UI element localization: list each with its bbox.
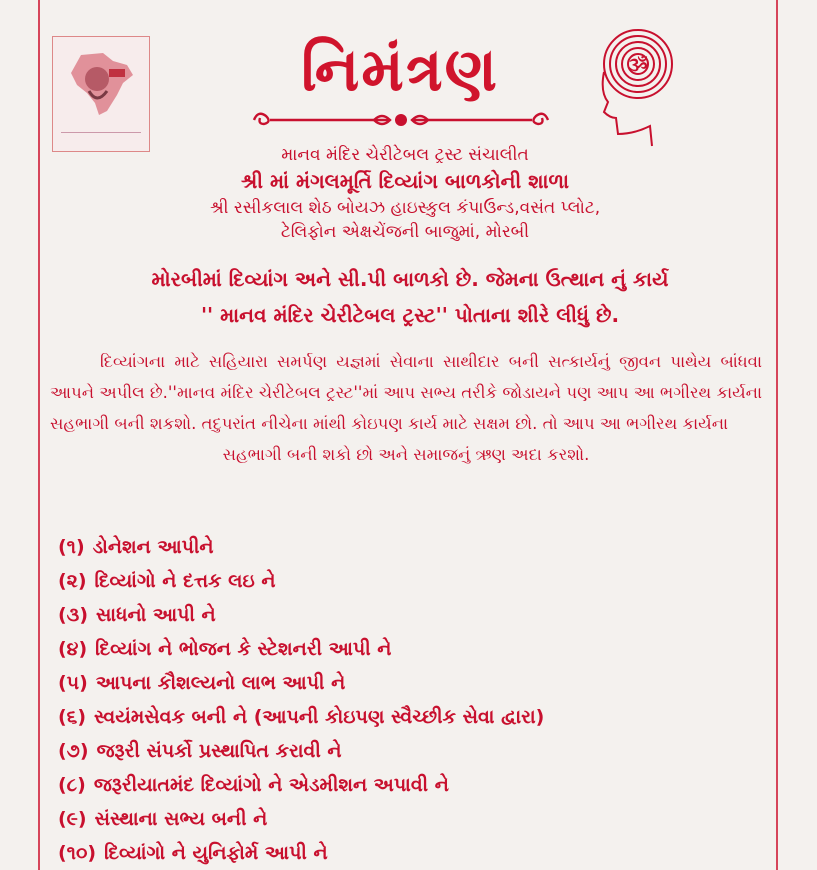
list-item-text: સ્વયંમસેવક બની ને (આપની કોઇપણ સ્વૈચ્છીક સેવા દ્વારા) bbox=[94, 706, 545, 728]
list-item-number: (૯) bbox=[58, 808, 87, 830]
list-item bbox=[58, 734, 773, 768]
title-ornament-divider bbox=[248, 106, 554, 132]
appeal-closing: સહભાગી બની શકો છો અને સમાજનું ઋણ અદા કરશો. bbox=[222, 445, 590, 464]
emblem-caption-strip bbox=[61, 132, 141, 143]
list-item-number: (૭) bbox=[58, 740, 89, 762]
page-title: નિમંત્રણ bbox=[301, 35, 499, 105]
list-item-text: આપના કૌશલ્યનો લાભ આપી ને bbox=[95, 672, 346, 694]
list-item bbox=[58, 530, 773, 564]
left-border-line bbox=[38, 0, 40, 870]
contribution-list bbox=[58, 530, 773, 870]
headline-line-2: '' માનવ મંદિર ચેરીટેબલ ટ્રસ્ટ'' પોતાના શીરે લીધું છે. bbox=[200, 303, 620, 327]
list-item-text: દિવ્યાંગો ને યુનિફોર્મ આપી ને bbox=[104, 842, 328, 864]
headline-line-1: મોરબીમાં દિવ્યાંગ અને સી.પી બાળકો છે. જેમના ઉત્થાન નું કાર્ય bbox=[151, 267, 669, 291]
left-emblem-logo bbox=[52, 36, 150, 152]
right-border-line bbox=[776, 0, 778, 870]
list-item bbox=[58, 632, 773, 666]
list-item-text: જરૂરી સંપર્કો પ્રસ્થાપિત કરાવી ને bbox=[96, 740, 342, 762]
om-symbol: ૐ bbox=[628, 55, 648, 76]
list-item bbox=[58, 836, 773, 870]
address-line-1: શ્રી રસીકલાલ શેઠ બોયઝ હાઇસ્કુલ કંપાઉન્ડ,વસંત પ્લોટ, bbox=[209, 198, 601, 218]
list-item-number: (૫) bbox=[58, 672, 88, 694]
list-item-number: (૧૦) bbox=[58, 842, 97, 864]
list-item bbox=[58, 802, 773, 836]
list-item-number: (૬) bbox=[58, 706, 87, 728]
list-item bbox=[58, 700, 773, 734]
list-item-text: સાધનો આપી ને bbox=[96, 604, 216, 626]
list-item-text: દિવ્યાંગો ને દત્તક લઇ ને bbox=[94, 570, 276, 592]
list-item bbox=[58, 768, 773, 802]
list-item-text: દિવ્યાંગ ને ભોજન કે સ્ટેશનરી આપી ને bbox=[95, 638, 392, 660]
list-item-number: (૨) bbox=[58, 570, 87, 592]
list-item-number: (૮) bbox=[58, 774, 86, 796]
appeal-text: દિવ્યાંગના માટે સહિયારા સમર્પણ યજ્ઞમાં સેવાના સાથીદાર બની સત્કાર્યનું જીવન પાથેય બાંધવા આપને અપીલ છે.''માનવ મંદિર ચેરીટેબલ ટ્રસ્ટ''માં આપ સભ્ય તરીકે જોડાયને પણ આપ આ ભગીરથ કાર્યના સહભાગી બની શકશો. તદુપરાંત નીચેના માંથી કોઇપણ કાર્ય માટે સક્ષમ છો. તો આપ આ ભગીરથ કાર્યના bbox=[50, 352, 762, 433]
school-name: શ્રી માં મંગલમૂર્તિ દિવ્યાંગ બાળકોની શાળા bbox=[241, 169, 569, 193]
india-map-emblem-icon bbox=[63, 49, 139, 119]
list-item bbox=[58, 598, 773, 632]
org-trust-line: માનવ મંદિર ચેરીટેબલ ટ્રસ્ટ સંચાલીત bbox=[281, 145, 529, 165]
list-item-number: (૪) bbox=[58, 638, 88, 660]
head-spiral-logo bbox=[590, 22, 690, 152]
list-item bbox=[58, 666, 773, 700]
list-item-text: ડોનેશન આપીને bbox=[92, 536, 214, 558]
list-item-number: (૩) bbox=[58, 604, 89, 626]
list-item-text: સંસ્થાના સભ્ય બની ને bbox=[94, 808, 268, 830]
list-item-text: જરૂરીયાતમંદ દિવ્યાંગો ને એડમીશન અપાવી ને bbox=[93, 774, 449, 796]
list-item bbox=[58, 564, 773, 598]
list-item-number: (૧) bbox=[58, 536, 85, 558]
appeal-paragraph bbox=[50, 346, 762, 470]
address-line-2: ટેલિફોન એક્ષચેંજની બાજુમાં, મોરબી bbox=[280, 222, 530, 242]
